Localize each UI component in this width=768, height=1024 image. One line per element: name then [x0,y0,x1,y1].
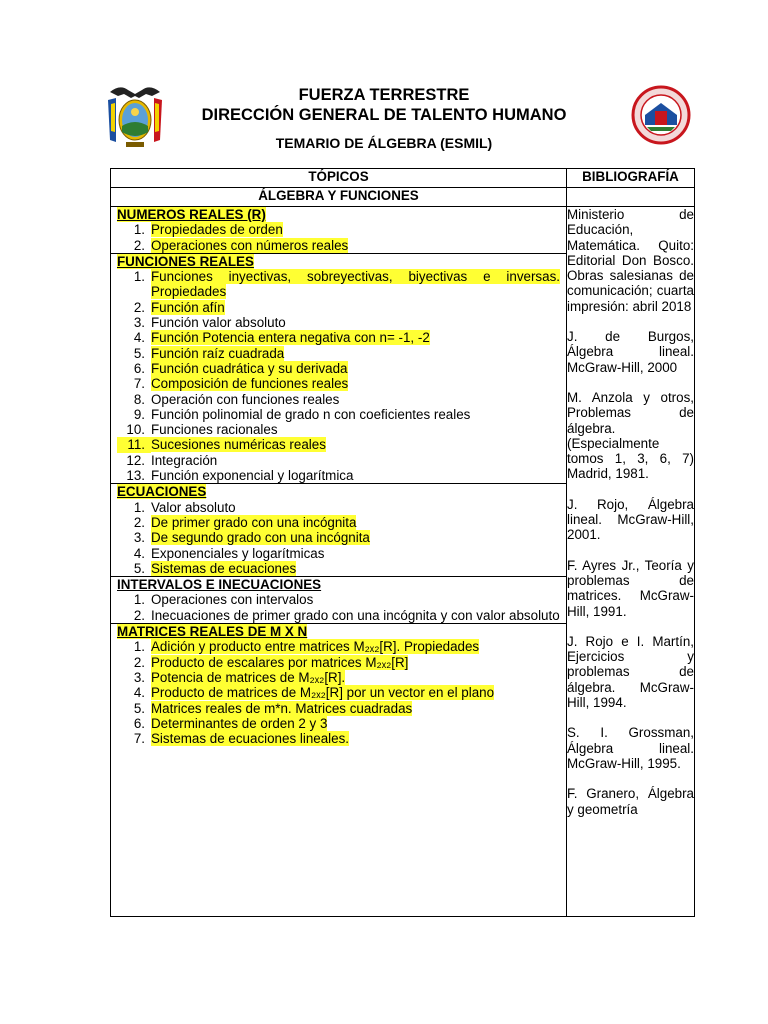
title-line-1: FUERZA TERRESTRE [298,86,470,104]
bibliography-entry: S. I. Grossman, Álgebra lineal. McGraw-Hill, 1995. [567,725,694,771]
bibliography-cell [567,207,695,917]
section-heading: INTERVALOS E INECUACIONES [117,577,322,593]
list-item: 4. Producto de matrices de M₂ₓ₂[R] por un vector en el plano [133,685,495,701]
list-item: 4. Exponenciales y logarítmicas [133,545,325,561]
document-header [0,0,768,165]
esmil-seal-logo [631,85,691,145]
bibliography-entry: J. Rojo, Álgebra lineal. McGraw-Hill, 2001. [567,496,694,543]
list-item: 9. Función polinomial de grado n con coeficientes reales [133,406,471,422]
section-title: ÁLGEBRA Y FUNCIONES [111,188,567,207]
list-item: 5. Sistemas de ecuaciones [133,560,297,576]
section-heading: NUMEROS REALES (R) [117,207,266,222]
list-item: 2. Operaciones con números reales [133,237,349,253]
header-topics: TÓPICOS [111,169,567,188]
list-item: 6. Determinantes de orden 2 y 3 [133,715,328,731]
syllabus-table [110,168,695,917]
list-item: 1. Funciones inyectivas, sobreyectivas, biyectivas e inversas. Propiedades [133,269,560,300]
bibliography-entry: Ministerio de Educación, Matemática. Quito: Editorial Don Bosco. Obras salesianas de comunicación; cuarta impresión: abril 2018 [567,207,694,314]
list-item: 10. Funciones racionales [126,422,278,438]
list-item: 1. Operaciones con intervalos [133,592,314,608]
list-item: 2. Función afín [133,299,225,315]
list-item: 7. Sistemas de ecuaciones lineales. [133,731,349,747]
list-item: 2. De primer grado con una incógnita [133,514,357,530]
list-item: 12. Integración [126,452,218,468]
section-heading: ECUACIONES [117,484,207,500]
list-item: 1. Propiedades de orden [133,222,283,238]
section-title-spacer [567,188,695,207]
list-item: 4. Función Potencia entera negativa con n= -1, -2 [133,330,430,346]
list-item: 1. Adición y producto entre matrices M₂ₓ₂[R]. Propiedades [133,639,480,655]
list-item: 6. Función cuadrática y su derivada [133,360,348,376]
bibliography-entry: F. Granero, Álgebra y geometría [567,786,694,817]
section-matrices [111,623,566,916]
title-line-2: DIRECCIÓN GENERAL DE TALENTO HUMANO [201,106,567,124]
header-bibliography: BIBLIOGRAFÍA [567,169,695,188]
section-intervalos-inecuaciones [111,576,566,623]
list-item: 8. Operación con funciones reales [133,391,340,407]
list-item: 11. Sucesiones numéricas reales [117,437,560,452]
bibliography-entry: J. de Burgos, Álgebra lineal. McGraw-Hill, 2000 [567,329,694,375]
document-subtitle: TEMARIO DE ÁLGEBRA (ESMIL) [275,135,493,151]
bibliography-entry: M. Anzola y otros, Problemas de álgebra. (Especialmente tomos 1, 3, 6, 7) Madrid, 1981. [567,389,694,482]
bibliography-entry: J. Rojo e I. Martín, Ejercicios y problemas de álgebra. McGraw-Hill, 1994. [567,633,694,711]
section-ecuaciones [111,483,566,576]
section-heading: FUNCIONES REALES [117,253,254,269]
list-item: 2. Producto de escalares por matrices M₂ₓ₂[R] [133,654,409,670]
list-item: 5. Función raíz cuadrada [133,345,285,361]
list-item: 3. Potencia de matrices de M₂ₓ₂[R]. [133,669,346,685]
section-heading: MATRICES REALES DE M X N [117,624,308,640]
list-item: 7. Composición de funciones reales [133,376,349,392]
section-funciones-reales [111,253,566,483]
list-item: 1. Valor absoluto [133,499,236,515]
topics-cell [111,207,567,917]
list-item: 13. Función exponencial y logarítmica [126,468,354,484]
list-item: 3. Función valor absoluto [133,315,286,331]
list-item: 2. Inecuaciones de primer grado con una incógnita y con valor absoluto [133,607,560,623]
list-item: 3. De segundo grado con una incógnita [133,530,370,546]
bibliography-entry: F. Ayres Jr., Teoría y problemas de matrices. McGraw-Hill, 1991. [567,557,694,619]
section-numeros-reales [111,207,566,253]
list-item: 5. Matrices reales de m*n. Matrices cuadradas [133,700,413,716]
